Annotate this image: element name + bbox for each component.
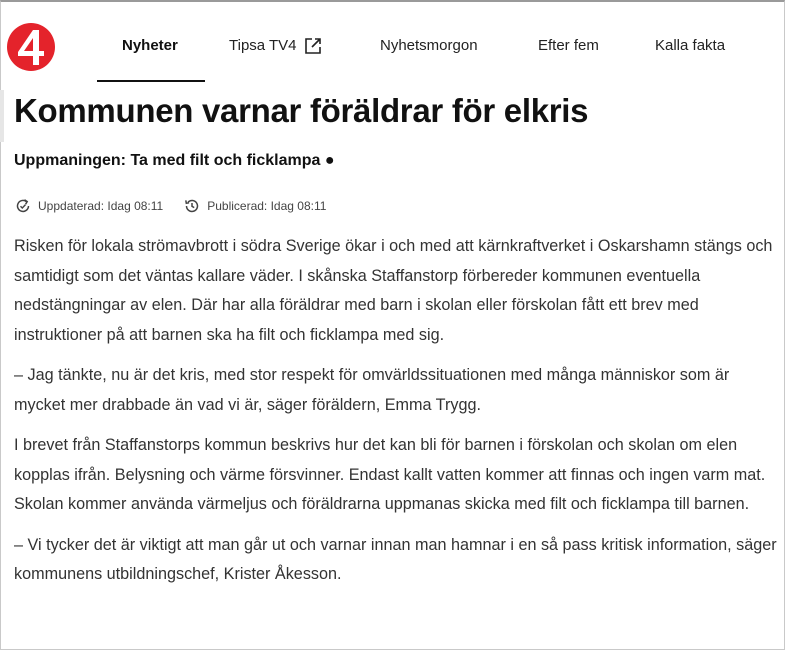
- article-title: Kommunen varnar föräldrar för elkris: [14, 92, 589, 129]
- nav-item-efter-fem[interactable]: [538, 30, 599, 82]
- nav-item-nyhetsmorgon[interactable]: [380, 30, 478, 82]
- nav-active-underline: [97, 80, 205, 82]
- history-icon: [183, 197, 201, 215]
- nav-item-tipsa-tv4[interactable]: [229, 30, 323, 82]
- site-header: [0, 0, 787, 82]
- nav-item-label: Nyhetsmorgon: [380, 37, 478, 54]
- tv4-logo[interactable]: [6, 22, 56, 72]
- left-accent-bar: [0, 90, 4, 142]
- article-body: [14, 232, 784, 601]
- nav-item-label: Tipsa TV4: [229, 37, 297, 54]
- published-info: [183, 197, 326, 215]
- updated-info: [14, 197, 163, 215]
- tv4-logo-icon: [6, 22, 56, 72]
- nav-item-label: Efter fem: [538, 37, 599, 54]
- nav-item-nyheter[interactable]: [97, 30, 205, 82]
- article-paragraph: Risken för lokala strömavbrott i södra Sverige ökar i och med att kärnkraftverket i Oskarshamn stängs och samtidigt som det väntas kallare väder. I skånska Staffanstorp förbereder kommunen eventuella nedstängningar av elen. Där har alla föräldrar med barn i skolan eller förskolan fått ett brev med instruktioner på att barnen ska ha filt och ficklampa med sig.: [14, 237, 773, 344]
- article-paragraph: – Jag tänkte, nu är det kris, med stor respekt för omvärldssituationen med många människor som är mycket mer drabbade än vad vi är, säger föräldern, Emma Trygg.: [14, 366, 730, 414]
- updated-text: Uppdaterad: Idag 08:11: [38, 199, 164, 213]
- refresh-icon: [14, 197, 32, 215]
- published-text: Publicerad: Idag 08:11: [207, 199, 327, 213]
- article-paragraph: – Vi tycker det är viktigt att man går ut och varnar innan man hamnar i en så pass kritisk information, säger kommunens utbildningschef, Krister Åkesson.: [14, 535, 777, 583]
- nav-item-label: Kalla fakta: [655, 37, 726, 54]
- nav-item-label: Nyheter: [122, 37, 178, 54]
- article-meta: [14, 196, 326, 216]
- article-subtitle: Uppmaningen: Ta med filt och ficklampa ●: [14, 152, 335, 169]
- nav-item-kalla-fakta[interactable]: [655, 30, 725, 82]
- article-paragraph: I brevet från Staffanstorps kommun beskrivs hur det kan bli för barnen i förskolan och skolan om elen kopplas ifrån. Belysning och värme försvinner. Endast kallt vatten kommer att finnas och ingen varm mat. Skolan kommer använda värmeljus och föräldrarna uppmanas skicka med filt och ficklampa till barnen.: [14, 436, 766, 513]
- external-link-icon: [303, 36, 323, 56]
